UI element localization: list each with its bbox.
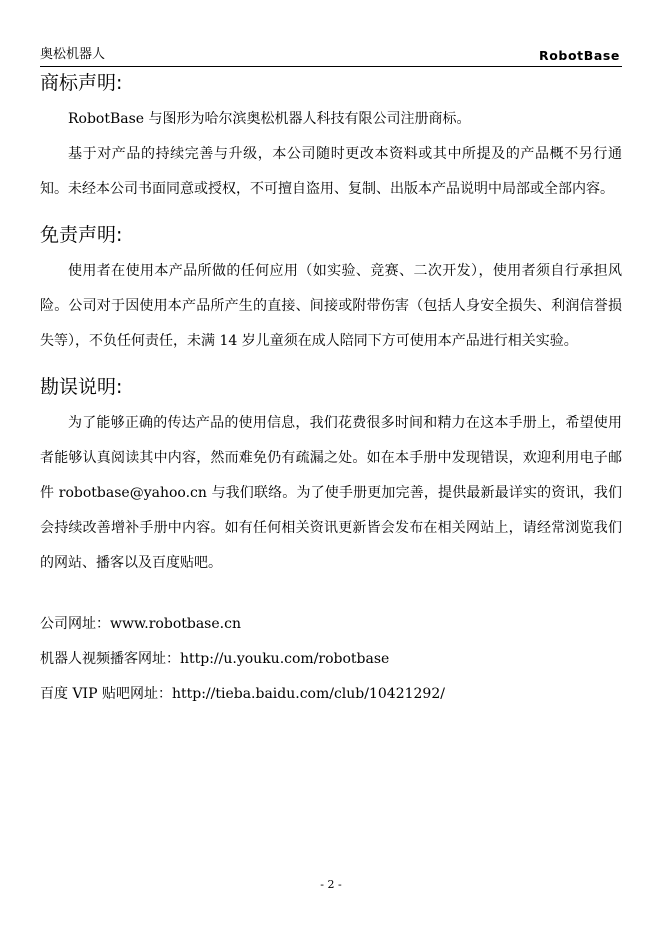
document-body xyxy=(40,70,622,712)
disclaimer-paragraph: 使用者在使用本产品所做的任何应用（如实验、竞赛、二次开发），使用者须自行承担风险。公司对于因使用本产品所产生的直接、间接或附带伤害（包括人身安全损失、利润信誉损失等），不负任何责任，未满 14 岁儿童须在成人陪同下方可使用本产品进行相关实验。 xyxy=(40,263,622,349)
trademark-paragraph-1: RobotBase 与图形为哈尔滨奥松机器人科技有限公司注册商标。 xyxy=(68,111,471,127)
errata-paragraph: 为了能够正确的传达产品的使用信息，我们花费很多时间和精力在这本手册上，希望使用者能够认真阅读其中内容，然而难免仍有疏漏之处。如在本手册中发现错误，欢迎利用电子邮件 robotbase@yahoo.cn 与我们联络。为了使手册更加完善，提供最新最详实的资讯，我们会持续改善增补手册中内容。如有任何相关资讯更新皆会发布在相关网站上，请经常浏览我们的网站、播客以及百度贴吧。 xyxy=(40,415,622,571)
baidu-tieba-line: 百度 VIP 贴吧网址：http://tieba.baidu.com/club/10421292/ xyxy=(40,686,445,702)
page-number: - 2 - xyxy=(320,878,342,891)
errata-heading: 勘误说明: xyxy=(40,376,123,398)
trademark-section xyxy=(40,70,622,207)
errata-section xyxy=(40,374,622,581)
disclaimer-heading: 免责声明: xyxy=(40,224,123,246)
page-header xyxy=(40,44,622,67)
disclaimer-section xyxy=(40,222,622,359)
links-section xyxy=(40,607,622,712)
header-company-name: 奥松机器人 xyxy=(40,47,106,62)
trademark-heading: 商标声明: xyxy=(40,72,123,94)
header-brand-logo: RobotBase xyxy=(538,48,620,63)
trademark-paragraph-2: 基于对产品的持续完善与升级，本公司随时更改本资料或其中所提及的产品概不另行通知。未经本公司书面同意或授权，不可擅自盗用、复制、出版本产品说明中局部或全部内容。 xyxy=(40,146,622,197)
company-website-line: 公司网址：www.robotbase.cn xyxy=(40,616,241,632)
video-podcast-line: 机器人视频播客网址：http://u.youku.com/robotbase xyxy=(40,651,390,667)
